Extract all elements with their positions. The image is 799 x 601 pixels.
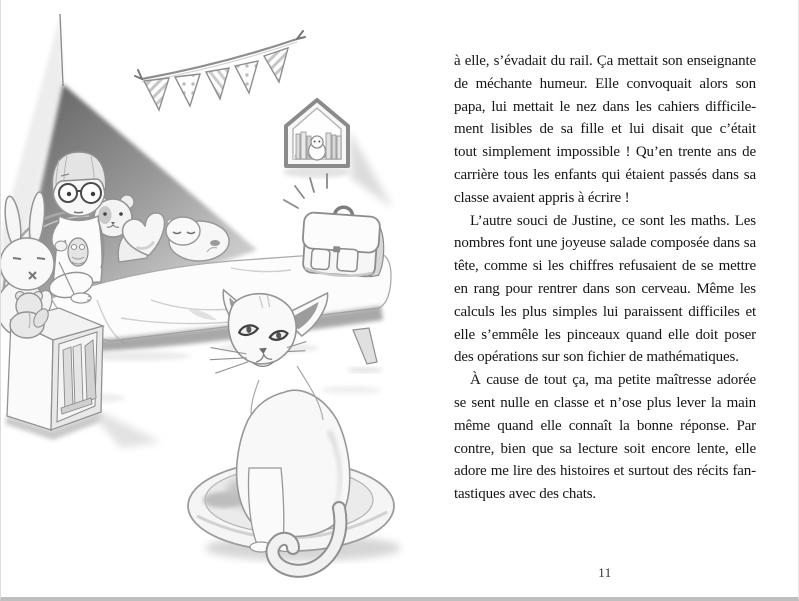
bed-leg — [353, 328, 377, 364]
bedroom-illustration — [1, 0, 446, 601]
text-line: contre, bien que sa lecture soit encore lente, elle — [454, 440, 756, 457]
page-number: 11 — [598, 565, 612, 580]
house-shelf-shadow — [349, 130, 393, 208]
text-line: en rang pour rentrer dans son cerveau. Même les — [454, 280, 756, 297]
emphasis-rays — [284, 174, 327, 208]
cube-books — [61, 340, 96, 414]
paragraph — [454, 50, 756, 210]
satchel-flap — [302, 212, 380, 253]
paragraph — [454, 210, 756, 370]
text-line: tastiques avec des chats. — [454, 486, 597, 503]
text-line: de méchante humeur. Elle convoquait alors son — [454, 75, 756, 92]
girl — [47, 152, 106, 303]
text-line: tout simplement impossible ! Qu’en trente ans de — [454, 144, 756, 161]
text-line: calculs les plus simples lui paraissent difficiles et — [454, 303, 756, 320]
page-text — [454, 50, 756, 506]
text-line: nombres font une joyeuse salade composée dans sa — [454, 235, 756, 252]
school-satchel — [300, 205, 386, 279]
paragraph — [454, 369, 756, 506]
text-line: L’autre souci de Justine, ce sont les maths. Les — [470, 212, 756, 229]
house-shelf — [286, 100, 348, 166]
text-line: des opérations sur son fichier de mathématiques. — [454, 349, 739, 366]
text-line: papa, lui mettait le nez dans les cahiers difficile- — [454, 98, 756, 115]
bird-figurine — [308, 136, 326, 160]
text-line: se sent nulle en classe et n’ose plus lever la main — [454, 394, 756, 411]
text-line: adore me lire des histoires et surtout des récits fan- — [454, 463, 756, 480]
owl-print — [68, 238, 88, 266]
bunting-garland — [135, 31, 305, 110]
text-line: à elle, s’évadait du rail. Ça mettait son enseignante — [454, 53, 756, 69]
text-line: même quand elle connaît la bonne réponse. Par — [454, 417, 756, 434]
text-line: classe avaient appris à écrire ! — [454, 189, 630, 206]
text-line: elle s’emmêle les pinceaux quand elle doit poser — [454, 326, 756, 343]
text-line: tête, comme si les chiffres refusaient de se mettre — [454, 258, 756, 275]
text-line: carrière tous les enfants qui étaient passés dans sa — [454, 166, 756, 183]
text-line: ment lisibles de sa fille et lui disait que c’était — [454, 121, 756, 138]
text-line: À cause de tout ça, ma petite maîtresse adorée — [470, 372, 756, 389]
